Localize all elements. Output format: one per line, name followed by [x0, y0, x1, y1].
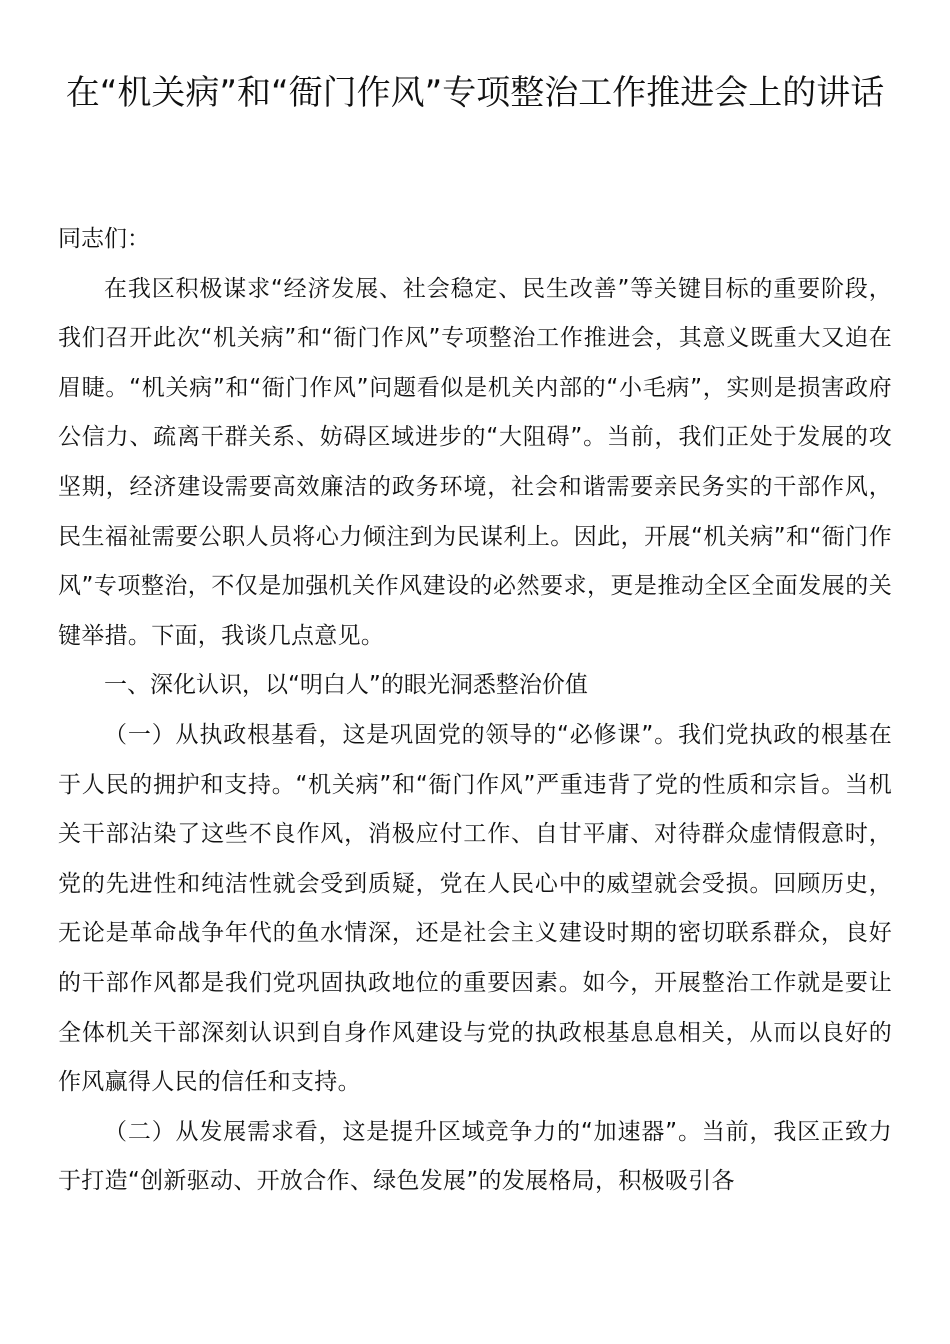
document-title: 在“机关病”和“衙门作风”专项整治工作推进会上的讲话 — [65, 73, 885, 113]
section-heading: 一、深化认识，以“明白人”的眼光洞悉整治价值 — [104, 672, 588, 699]
salutation: 同志们： — [58, 226, 150, 252]
intro-paragraph: 在我区积极谋求“经济发展、社会稳定、民生改善”等关键目标的重要阶段，我们召开此次“机关病”和“衙门作风”专项整治工作推进会，其意义既重大又迫在眉睫。“机关病”和“衙门作风”问题看似是机关内部的“小毛病”，实则是损害政府公信力、疏离干群关系、妨碍区域进步的“大阻碍”。当前，我们正处于发展的攻坚期，经济建设需要高效廉洁的政务环境，社会和谐需要亲民务实的干部作风，民生福祉需要公职人员将心力倾注到为民谋利上。因此，开展“机关病”和“衙门作风”专项整治，不仅是加强机关作风建设的必然要求，更是推动全区全面发展的关键举措。下面，我谈几点意见。 — [58, 275, 892, 649]
subsection-paragraph-1: （一）从执政根基看，这是巩固党的领导的“必修课”。我们党执政的根基在于人民的拥护和支持。“机关病”和“衙门作风”严重违背了党的性质和宗旨。当机关干部沾染了这些不良作风，消极应付工作、自甘平庸、对待群众虚情假意时，党的先进性和纯洁性就会受到质疑，党在人民心中的威望就会受损。回顾历史，无论是革命战争年代的鱼水情深，还是社会主义建设时期的密切联系群众，良好的干部作风都是我们党巩固执政地位的重要因素。如今，开展整治工作就是要让全体机关干部深刻认识到自身作风建设与党的执政根基息息相关，从而以良好的作风赢得人民的信任和支持。 — [58, 721, 892, 1096]
subsection-paragraph-2: （二）从发展需求看，这是提升区域竞争力的“加速器”。当前，我区正致力于打造“创新驱动、开放合作、绿色发展”的发展格局，积极吸引各 — [58, 1118, 892, 1195]
document-body — [58, 215, 892, 1207]
